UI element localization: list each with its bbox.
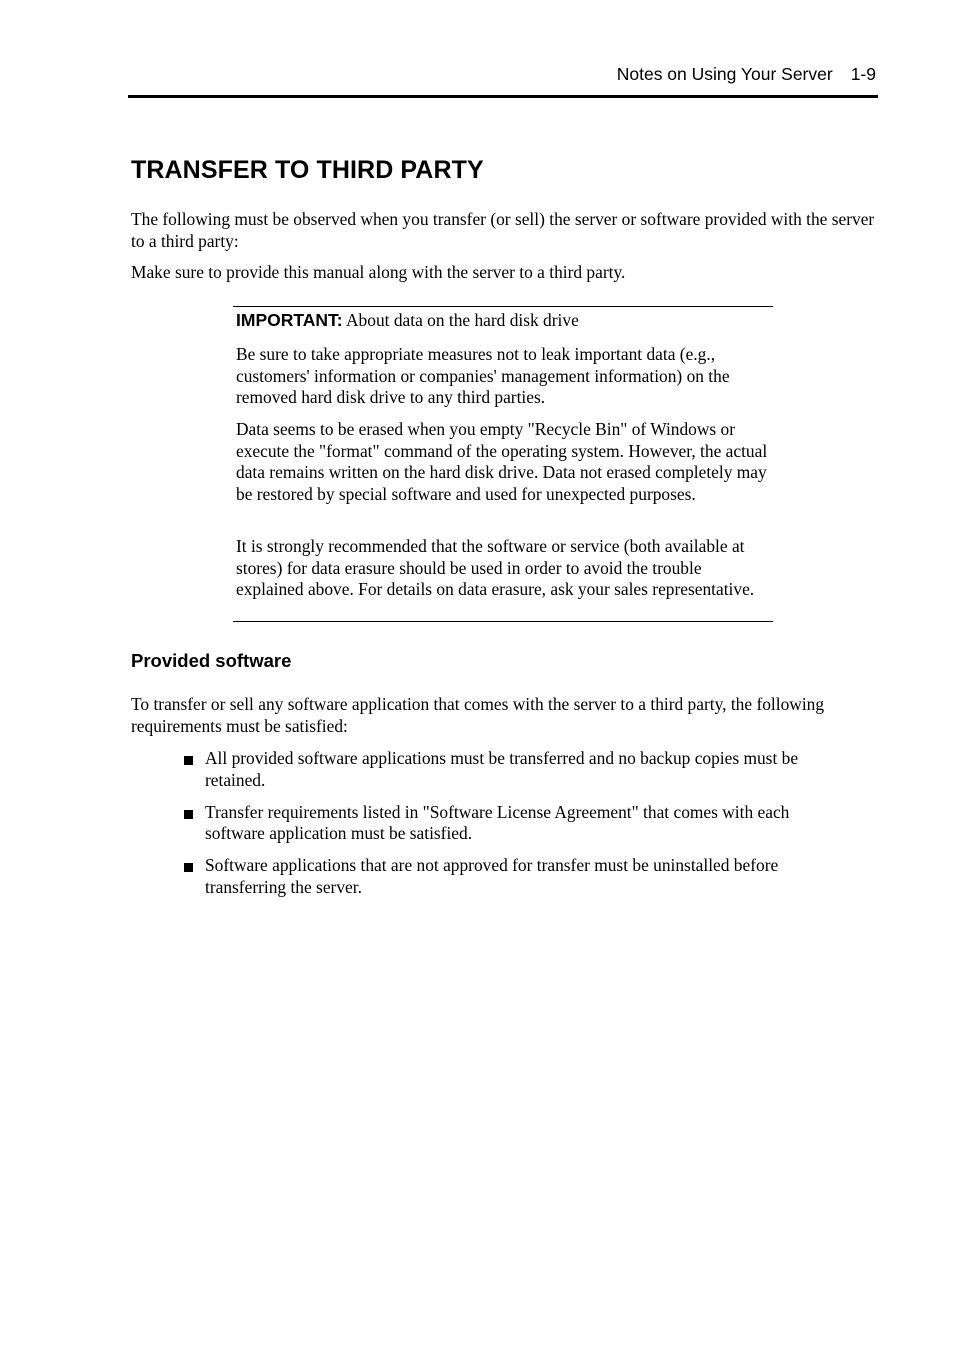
page-title: TRANSFER TO THIRD PARTY [131, 156, 484, 184]
section-heading-provided-software: Provided software [131, 650, 292, 671]
list-item [183, 802, 843, 845]
important-paragraph: It is strongly recommended that the software or service (both available at stores) for data erasure should be used in order to avoid the trouble explained above. For details on data erasure, ask your sales representative. [236, 536, 755, 599]
list-item-text: All provided software applications must be transferred and no backup copies must be retained. [205, 748, 799, 790]
list-item-text: Transfer requirements listed in "Software License Agreement" that comes with each software application must be satisfied. [205, 801, 790, 844]
header-rule [128, 95, 878, 98]
running-header [128, 64, 878, 94]
square-bullet-icon [184, 810, 193, 819]
square-bullet-icon [184, 756, 193, 765]
square-bullet-icon [184, 863, 193, 872]
requirements-list [183, 748, 843, 909]
important-notice-box [233, 306, 773, 622]
intro-paragraph: The following must be observed when you transfer (or sell) the server or software provided with the server to a third party: [131, 209, 875, 251]
header-section-title: Notes on Using Your Server [616, 64, 833, 84]
important-label: IMPORTANT: [236, 310, 343, 330]
page-number: 1-9 [850, 64, 876, 84]
list-item-text: Software applications that are not approved for transfer must be uninstalled before transferring the server. [205, 855, 779, 897]
list-item [183, 748, 843, 791]
list-item [183, 855, 843, 898]
software-intro-paragraph: To transfer or sell any software application that comes with the server to a third party, the following requirements must be satisfied: [131, 694, 825, 736]
important-heading [236, 310, 772, 332]
important-subject: About data on the hard disk drive [346, 310, 579, 330]
manual-note-paragraph: Make sure to provide this manual along with the server to a third party. [131, 262, 626, 282]
important-paragraph: Data seems to be erased when you empty "Recycle Bin" of Windows or execute the "format" command of the operating system. However, the actual data remains written on the hard disk drive. Data not erased completely may be restored by special software and used for unexpected purposes. [236, 419, 768, 504]
important-paragraph: Be sure to take appropriate measures not to leak important data (e.g., customers' information or companies' management information) on the removed hard disk drive to any third parties. [236, 344, 730, 407]
